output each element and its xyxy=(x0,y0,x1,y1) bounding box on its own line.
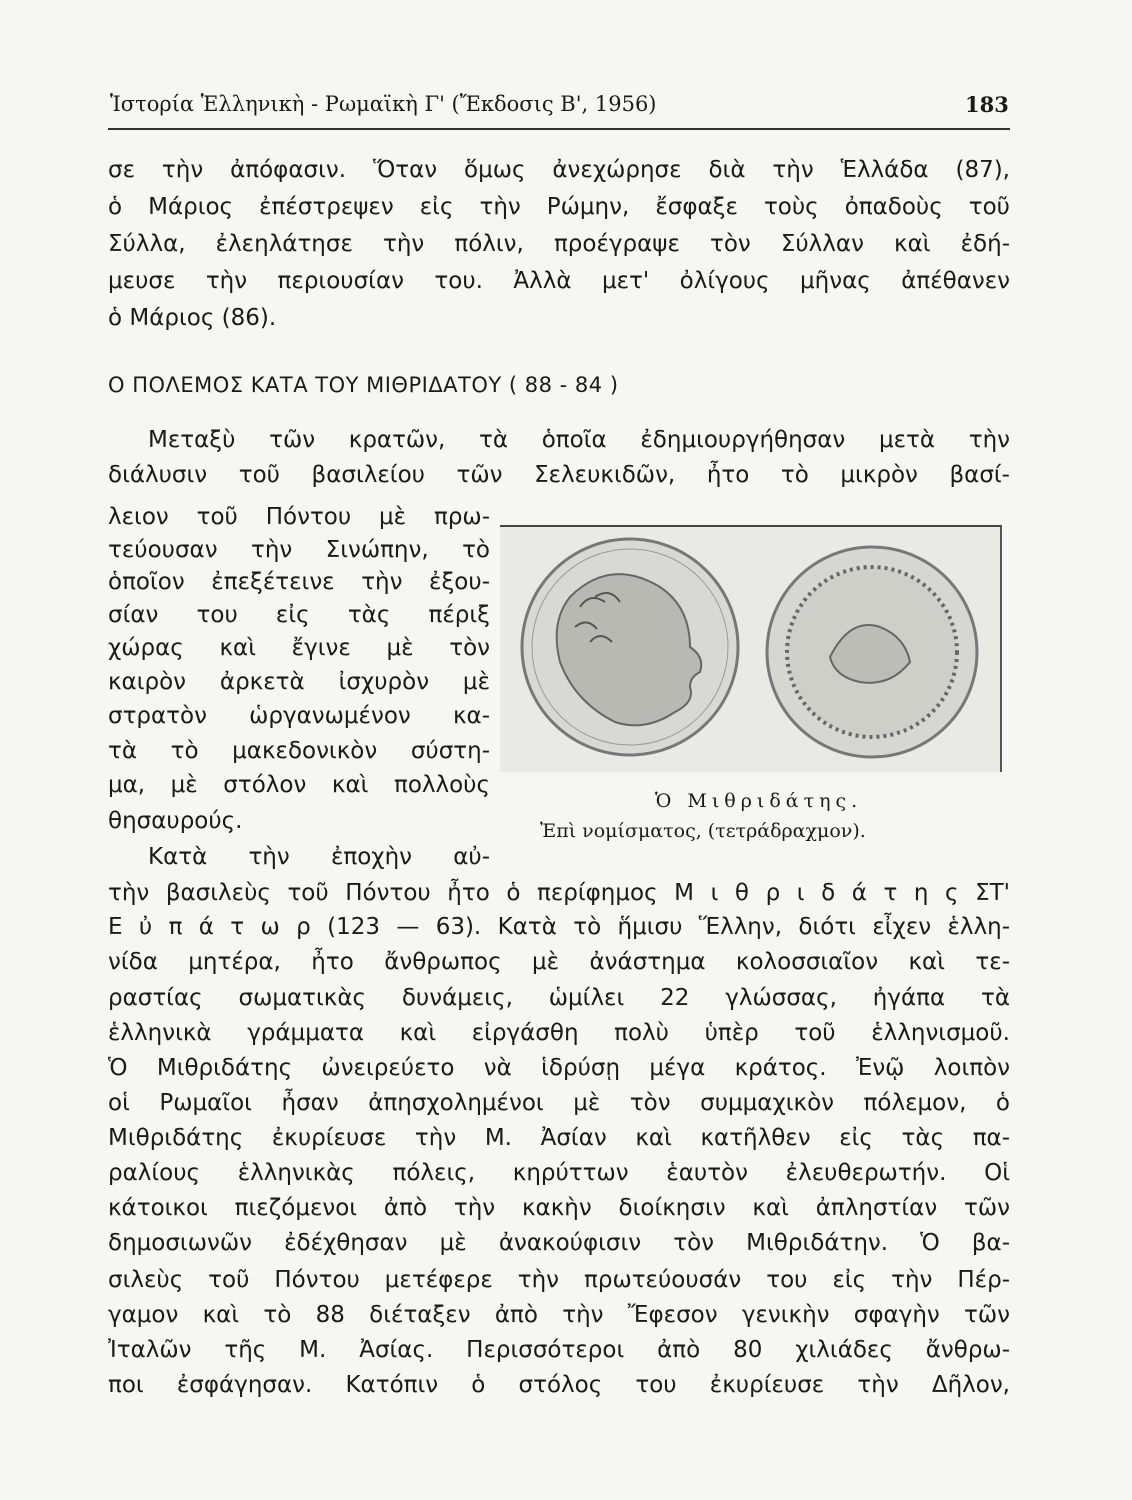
page-number: 183 xyxy=(965,92,1009,117)
header-rule xyxy=(108,128,1010,130)
text-line: νίδα μητέρα, ἦτο ἄνθρωπος μὲ ἀνάστημα κολοσσιαῖον καὶ τε- xyxy=(108,949,1010,975)
text-line: Κατὰ τὴν ἐποχὴν αὐ- xyxy=(148,844,490,870)
text-line: θησαυρούς. xyxy=(108,808,243,834)
text-line: τεύουσαν τὴν Σινώπην, τὸ xyxy=(108,537,490,563)
text-line: Ὁ Μιθριδάτης ὠνειρεύετο νὰ ἱδρύσῃ μέγα κράτος. Ἐνῷ λοιπὸν xyxy=(108,1055,1010,1081)
text-line: Ἰταλῶν τῆς Μ. Ἀσίας. Περισσότεροι ἀπὸ 80 χιλιάδες ἄνθρω- xyxy=(108,1337,1010,1363)
text-line: γαμον καὶ τὸ 88 διέταξεν ἀπὸ τὴν Ἔφεσον γενικὴν σφαγὴν τῶν xyxy=(108,1302,1010,1328)
coin-image xyxy=(500,527,1000,772)
running-header-title: Ἱστορία Ἑλληνικὴ - Ρωμαϊκὴ Γ' (Ἔκδοσις Β', 1956) xyxy=(110,92,657,116)
text-line: Μεταξὺ τῶν κρατῶν, τὰ ὁποῖα ἐδημιουργήθησαν μετὰ τὴν xyxy=(148,427,1010,453)
text-line: Ε ὐ π ά τ ω ρ (123 — 63). Κατὰ τὸ ἥμισυ Ἕλλην, διότι εἶχεν ἑλλη- xyxy=(108,914,1010,940)
text-line: ποι ἐσφάγησαν. Κατόπιν ὁ στόλος του ἐκυρίευσε τὴν Δῆλον, xyxy=(108,1372,1010,1398)
coin-obverse xyxy=(522,539,738,755)
text-line: μα, μὲ στόλον καὶ πολλοὺς xyxy=(108,772,490,798)
text-line: ὁποῖον ἐπεξέτεινε τὴν ἐξου- xyxy=(108,569,490,595)
text-line: οἱ Ρωμαῖοι ἦσαν ἀπησχολημένοι μὲ τὸν συμμαχικὸν πόλεμον, ὁ xyxy=(108,1090,1010,1116)
text-line: χώρας καὶ ἔγινε μὲ τὸν xyxy=(108,635,490,661)
figure-caption-text: Ἐπὶ νομίσματος, (τετράδραχμον). xyxy=(540,820,866,842)
coin-reverse xyxy=(767,547,977,757)
text-line: ὁ Μάριος ἐπέστρεψεν εἰς τὴν Ρώμην, ἔσφαξε τοὺς ὀπαδοὺς τοῦ xyxy=(108,194,1010,220)
section-heading: Ο ΠΟΛΕΜΟΣ ΚΑΤΑ ΤΟΥ ΜΙΘΡΙΔΑΤΟΥ ( 88 - 84 ) xyxy=(108,373,619,397)
text-line: τὴν βασιλεὺς τοῦ Πόντου ἦτο ὁ περίφημος Μ ι θ ρ ι δ ά τ η ς ΣΤ' xyxy=(108,880,1010,906)
figure-caption-title: Ὁ Μιθριδάτης. xyxy=(655,790,863,812)
text-line: Σύλλα, ἐλεηλάτησε τὴν πόλιν, προέγραψε τὸν Σύλλαν καὶ ἐδή- xyxy=(108,231,1010,257)
text-line: ὁ Μάριος (86). xyxy=(108,305,277,331)
text-line: διάλυσιν τοῦ βασιλείου τῶν Σελευκιδῶν, ἦτο τὸ μικρὸν βασί- xyxy=(108,462,1010,488)
text-line: σίαν του εἰς τὰς πέριξ xyxy=(108,602,490,628)
text-line: καιρὸν ἀρκετὰ ἰσχυρὸν μὲ xyxy=(108,669,490,695)
text-line: λειον τοῦ Πόντου μὲ πρω- xyxy=(108,504,490,530)
text-line: ραστίας σωματικὰς δυνάμεις, ὡμίλει 22 γλώσσας, ἠγάπα τὰ xyxy=(108,985,1010,1011)
text-line: σε τὴν ἀπόφασιν. Ὅταν ὅμως ἀνεχώρησε διὰ τὴν Ἑλλάδα (87), xyxy=(108,157,1010,183)
coin-figure xyxy=(500,525,1002,772)
text-line: μευσε τὴν περιουσίαν του. Ἀλλὰ μετ' ὀλίγους μῆνας ἀπέθανεν xyxy=(108,268,1010,294)
text-line: ραλίους ἑλληνικὰς πόλεις, κηρύττων ἑαυτὸν ἐλευθερωτήν. Οἱ xyxy=(108,1160,1010,1186)
text-line: κάτοικοι πιεζόμενοι ἀπὸ τὴν κακὴν διοίκησιν καὶ ἀπληστίαν τῶν xyxy=(108,1195,1010,1221)
text-line: δημοσιωνῶν ἐδέχθησαν μὲ ἀνακούφισιν τὸν Μιθριδάτην. Ὁ βα- xyxy=(108,1230,1010,1256)
text-line: τὰ τὸ μακεδονικὸν σύστη- xyxy=(108,738,490,764)
text-line: ἑλληνικὰ γράμματα καὶ εἰργάσθη πολὺ ὑπὲρ τοῦ ἑλληνισμοῦ. xyxy=(108,1020,1010,1046)
text-line: στρατὸν ὡργανωμένον κα- xyxy=(108,703,490,729)
text-line: σιλεὺς τοῦ Πόντου μετέφερε τὴν πρωτεύουσάν του εἰς τὴν Πέρ- xyxy=(108,1267,1010,1293)
text-line: Μιθριδάτης ἐκυρίευσε τὴν Μ. Ἀσίαν καὶ κατῆλθεν εἰς τὰς πα- xyxy=(108,1125,1010,1151)
